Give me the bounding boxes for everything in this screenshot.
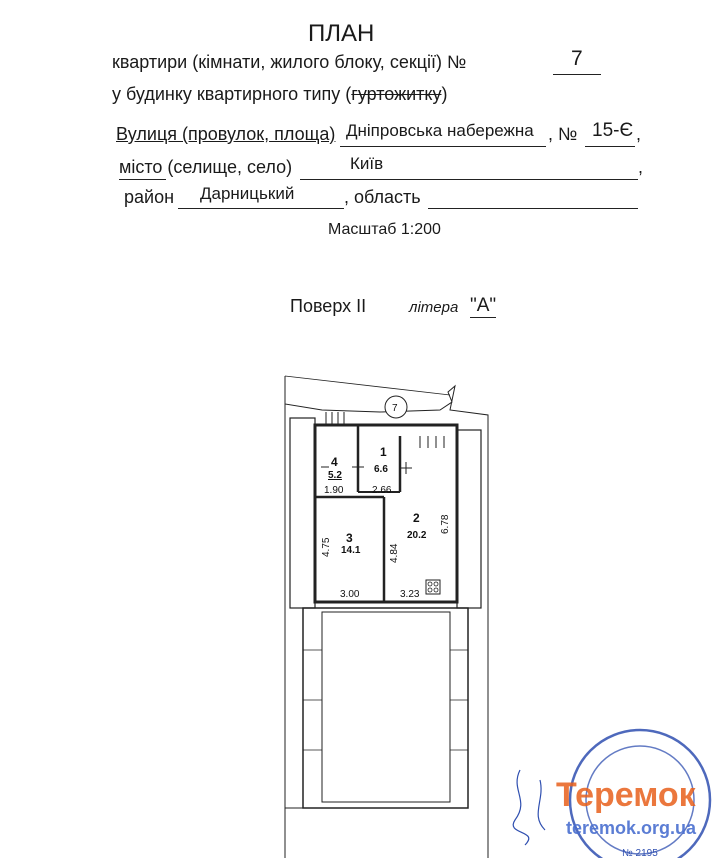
page-title: ПЛАН — [308, 20, 375, 47]
watermark-url: teremok.org.ua — [566, 818, 697, 838]
region-label: , область — [344, 187, 421, 207]
apartment-number: 7 — [571, 47, 583, 70]
building-type-label: у будинку квартирного типу ( — [112, 84, 352, 104]
room-2-area: 20.2 — [407, 530, 427, 541]
dim-678: 6.78 — [440, 514, 451, 534]
floor-label: Поверх ІІ — [290, 296, 367, 316]
dim-484: 4.84 — [389, 543, 400, 563]
district-value: Дарницький — [200, 184, 295, 203]
dim-190: 1.90 — [324, 485, 344, 496]
plan-outline-diagonal — [285, 376, 450, 395]
balcony — [303, 608, 468, 808]
right-column — [457, 430, 481, 608]
dim-266: 2.66 — [372, 485, 392, 496]
stamp-number: № 2195 — [622, 848, 658, 858]
apartment-marker-number: 7 — [392, 403, 398, 414]
city-value: Київ — [350, 154, 384, 173]
dim-300: 3.00 — [340, 589, 360, 600]
apartment-line-label: квартири (кімнати, жилого блоку, секції) № — [112, 52, 467, 72]
litera-value: "А" — [470, 295, 497, 316]
scale-label: Масштаб 1:200 — [328, 221, 441, 238]
room-4-area: 5.2 — [328, 470, 342, 481]
city-comma: , — [638, 157, 644, 177]
city-label: місто (селище, село) — [119, 157, 293, 177]
house-number-value: 15-Є — [592, 120, 634, 141]
stove-icon — [426, 580, 440, 594]
room-4-number: 4 — [331, 455, 338, 469]
street-value: Дніпровська набережна — [346, 121, 534, 140]
signature — [513, 770, 545, 845]
room-3-area: 14.1 — [341, 545, 361, 556]
balcony-inner — [322, 612, 450, 802]
balcony-hatching — [303, 650, 468, 750]
building-type-close: ) — [441, 84, 448, 104]
watermark-brand: Теремок — [556, 776, 696, 814]
room-1-number: 1 — [380, 445, 387, 459]
house-number-comma: , — [636, 124, 642, 144]
house-number-label: , № — [548, 124, 578, 144]
street-label: Вулиця (провулок, площа) — [116, 124, 336, 144]
building-type-struck: гуртожитку — [351, 84, 442, 104]
room-3-number: 3 — [346, 531, 353, 545]
dim-323: 3.23 — [400, 589, 420, 600]
left-column — [290, 418, 315, 608]
room-2-number: 2 — [413, 511, 420, 525]
dim-475: 4.75 — [321, 537, 332, 557]
district-label: район — [124, 187, 175, 207]
room-1-area: 6.6 — [374, 464, 388, 475]
top-windows — [326, 412, 444, 448]
litera-label: літера — [409, 299, 459, 316]
